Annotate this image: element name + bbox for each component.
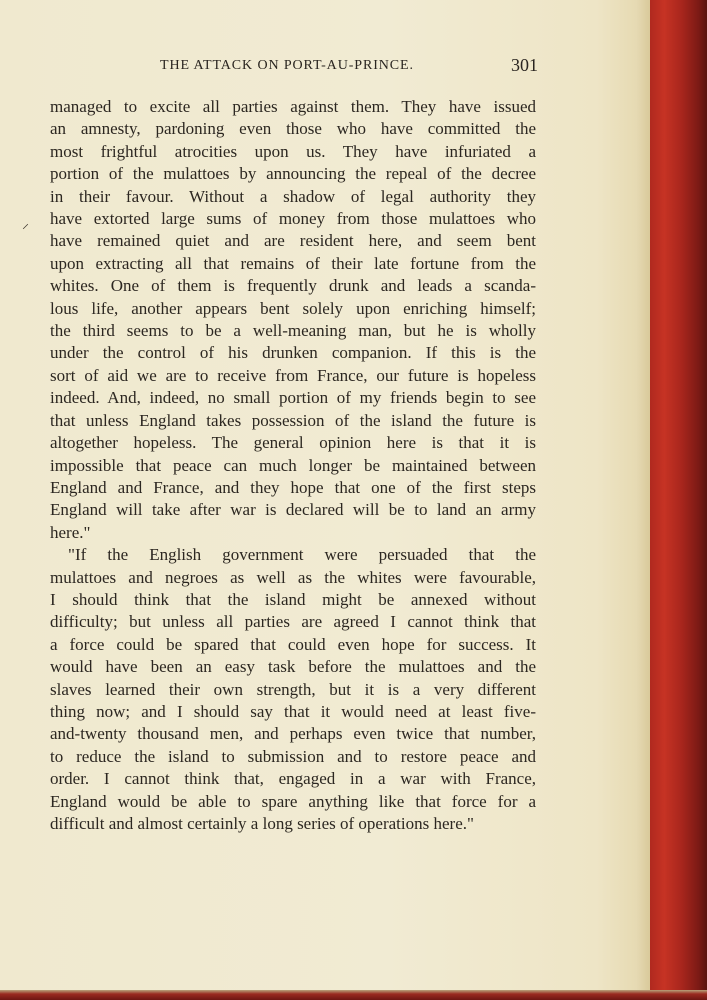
text-line: most frightful atrocities upon us. They have infuriated a xyxy=(50,141,536,161)
red-book-edge xyxy=(650,0,707,1000)
text-line: under the control of his drunken companion. If this is the xyxy=(50,343,536,363)
text-line: and-twenty thousand men, and perhaps even twice that number, xyxy=(50,724,536,744)
text-line: I should think that the island might be annexed without xyxy=(50,589,536,609)
text-line: would have been an easy task before the mulattoes and the xyxy=(50,657,536,677)
text-line: England will take after war is declared will be to land an army xyxy=(50,500,536,520)
text-line: altogether hopeless. The general opinion here is that it is xyxy=(50,433,536,453)
text-line: slaves learned their own strength, but it is a very different xyxy=(50,679,536,699)
text-line: an amnesty, pardoning even those who have committed the xyxy=(50,119,536,139)
running-head-title: THE ATTACK ON PORT-AU-PRINCE. xyxy=(160,58,414,73)
page-gutter-shadow xyxy=(636,0,650,990)
body-text xyxy=(50,96,536,835)
text-line: difficulty; but unless all parties are agreed I cannot think that xyxy=(50,612,536,632)
text-line: difficult and almost certainly a long series of operations here." xyxy=(50,814,474,833)
text-line: have extorted large sums of money from those mulattoes who xyxy=(50,209,536,229)
page-number: 301 xyxy=(511,55,538,75)
margin-pencil-mark: ⸝ xyxy=(22,217,29,232)
running-head xyxy=(50,55,538,82)
text-line: England and France, and they hope that one of the first steps xyxy=(50,477,536,497)
text-line: sort of aid we are to receive from France, our future is hopeless xyxy=(50,365,536,385)
text-line: upon extracting all that remains of their late fortune from the xyxy=(50,253,536,273)
text-line: portion of the mulattoes by announcing the repeal of the decree xyxy=(50,164,536,184)
text-line: have remained quiet and are resident here, and seem bent xyxy=(50,231,536,251)
text-line: a force could be spared that could even hope for success. It xyxy=(50,634,536,654)
text-line: "If the English government were persuaded that the xyxy=(68,545,536,565)
red-book-bottom-edge xyxy=(0,990,707,1000)
text-line: thing now; and I should say that it would need at least five- xyxy=(50,701,536,721)
text-line: the third seems to be a well-meaning man, but he is wholly xyxy=(50,321,536,341)
text-line: order. I cannot think that, engaged in a war with France, xyxy=(50,769,536,789)
text-line: to reduce the island to submission and to restore peace and xyxy=(50,746,536,766)
text-line: here." xyxy=(50,522,91,542)
text-line: whites. One of them is frequently drunk and leads a scanda- xyxy=(50,276,536,296)
text-line: impossible that peace can much longer be maintained between xyxy=(50,455,536,475)
text-line: lous life, another appears bent solely upon enriching himself; xyxy=(50,298,536,318)
text-line: England would be able to spare anything like that force for a xyxy=(50,791,536,811)
text-line: managed to excite all parties against them. They have issued xyxy=(50,97,536,116)
text-line: indeed. And, indeed, no small portion of my friends begin to see xyxy=(50,388,536,408)
text-line: in their favour. Without a shadow of legal authority they xyxy=(50,186,536,206)
text-line: that unless England takes possession of the island the future is xyxy=(50,410,536,430)
text-line: mulattoes and negroes as well as the whites were favourable, xyxy=(50,567,536,587)
